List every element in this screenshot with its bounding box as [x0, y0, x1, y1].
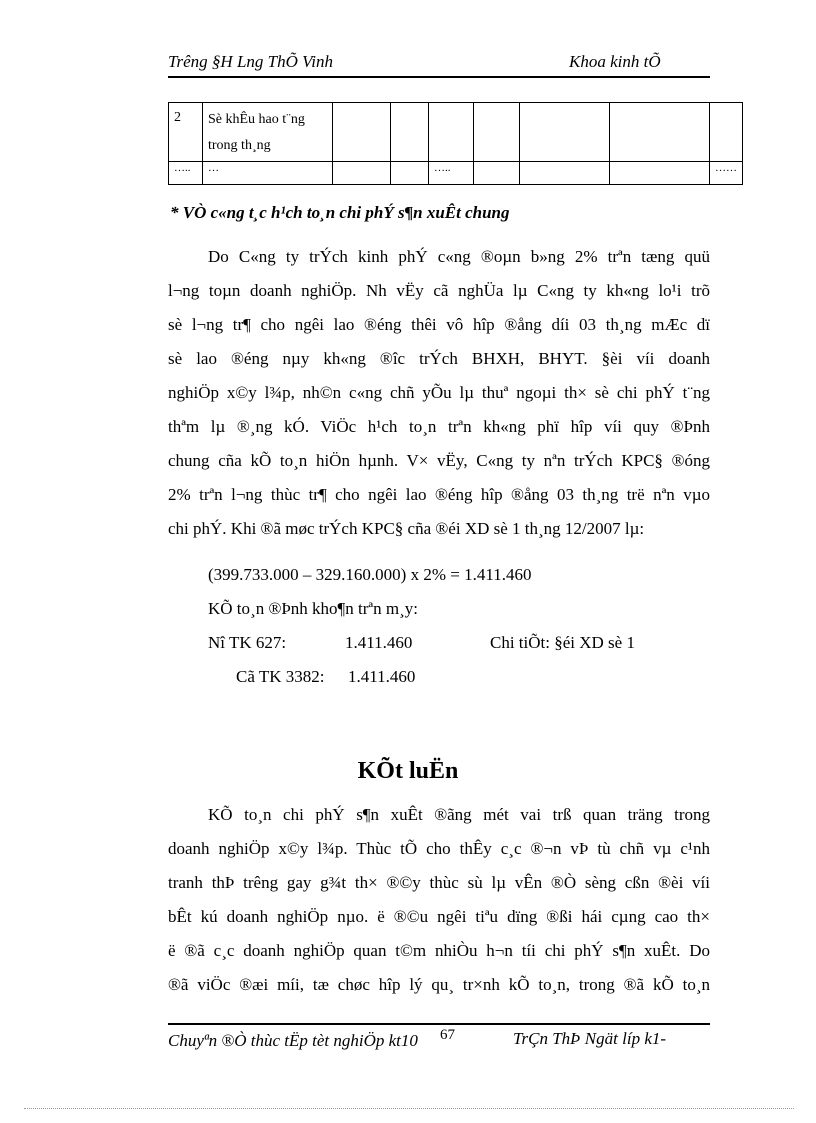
table-row: [169, 103, 743, 162]
text-line: KÕ to¸n chi phÝ s¶n xuÊt ®ãng mét vai trß quan träng trong: [208, 805, 710, 824]
table-cell: …: [203, 162, 333, 185]
text-line: sè lao ®éng nµy kh«ng ®îc trÝch BHXH, BHYT. §èi víi doanh: [168, 349, 710, 368]
text-line: Do C«ng ty trÝch kinh phÝ c«ng ®oµn b»ng 2% trªn tæng quü: [208, 247, 710, 266]
footer-thesis: Chuyªn ®Ò thùc tËp tèt nghiÖp kt10: [168, 1031, 418, 1050]
paragraph-kpcd: [168, 240, 710, 546]
depreciation-table: [168, 102, 743, 185]
text-line: thªm lµ ®¸ng kÓ. ViÖc h¹ch to¸n trªn kh«ng phï hîp víi quy ®Þnh: [168, 417, 710, 436]
section-title: * VÒ c«ng t¸c h¹ch to¸n chi phÝ s¶n xuÊt chung: [170, 203, 510, 222]
text-line: bÊt kú doanh nghiÖp nµo. ë ®©u ngêi tiªu dïng ®ßi hái cµng cao th×: [168, 907, 710, 926]
text-line: chung cña kÕ to¸n hiÖn hµnh. V× vËy, C«ng ty nªn trÝch KPC§ ®óng: [168, 451, 710, 470]
credit-amount: 1.411.460: [348, 667, 416, 686]
header-faculty: Khoa kinh tÕ: [569, 52, 661, 71]
page-footer: [168, 1023, 710, 1050]
row-description: Sè khÊu hao t¨ng trong th¸ng: [203, 103, 333, 162]
text-line: chi phÝ. Khi ®ã møc trÝch KPC§ cña ®éi XD sè 1 th¸ng 12/2007 lµ:: [168, 519, 645, 538]
text-line: ®ã viÖc ®æi míi, tæ chøc hîp lý qu¸ tr×nh kÕ to¸n, trong ®ã kÕ to¸n: [168, 975, 710, 994]
table-cell: …..: [429, 162, 474, 185]
debit-amount: 1.411.460: [345, 633, 413, 652]
conclusion-title: KÕt luËn: [357, 758, 459, 784]
table-cell: …..: [169, 162, 203, 185]
debit-label: Nî TK 627:: [208, 633, 287, 652]
text-line: nghiÖp x©y l¾p, nh©n c«ng chñ yÕu lµ thuª ngoµi th× sè chi phÝ t¨ng: [168, 383, 710, 402]
header-school: Trêng §H Lng ThÕ Vinh: [168, 52, 333, 71]
page-bottom-divider: [24, 1108, 794, 1109]
credit-label: Cã TK 3382:: [236, 667, 325, 686]
paragraph-conclusion: [168, 798, 710, 1002]
text-line: l¬ng toµn doanh nghiÖp. Nh vËy cã nghÜa lµ C«ng ty kh«ng lo¹i trõ: [168, 281, 710, 300]
table-row: [169, 162, 743, 185]
footer-author: TrÇn ThÞ Ngät líp k1-: [513, 1029, 667, 1048]
text-line: ë ®ã c¸c doanh nghiÖp quan t©m nhiÒu h¬n tíi chi phÝ s¶n xuÊt. Do: [168, 941, 710, 960]
table-cell: ……: [710, 162, 743, 185]
debit-detail: Chi tiÕt: §éi XD sè 1: [490, 633, 635, 652]
text-line: doanh nghiÖp x©y l¾p. Thùc tÕ cho thÊy c¸c ®¬n vÞ tù chñ vµ c¹nh: [168, 839, 710, 858]
page-number: 67: [440, 1027, 455, 1043]
calc-formula: (399.733.000 – 329.160.000) x 2% = 1.411.460: [208, 565, 532, 584]
text-line: sè l¬ng tr¶ cho ngêi lao ®éng thêi vô hîp ®ång díi 03 th¸ng mÆc dï: [168, 315, 710, 334]
page-header: [168, 52, 710, 78]
row-number: 2: [169, 103, 203, 162]
entry-intro: KÕ to¸n ®Þnh kho¶n trªn m¸y:: [208, 599, 418, 618]
text-line: tranh thÞ trêng gay g¾t th× ®©y thùc sù lµ vÊn ®Ò sèng cßn ®èi víi: [168, 873, 710, 892]
text-line: 2% trªn l¬ng thùc tr¶ cho ngêi lao ®éng hîp ®ång 03 th¸ng trë nªn vµo: [168, 485, 710, 504]
